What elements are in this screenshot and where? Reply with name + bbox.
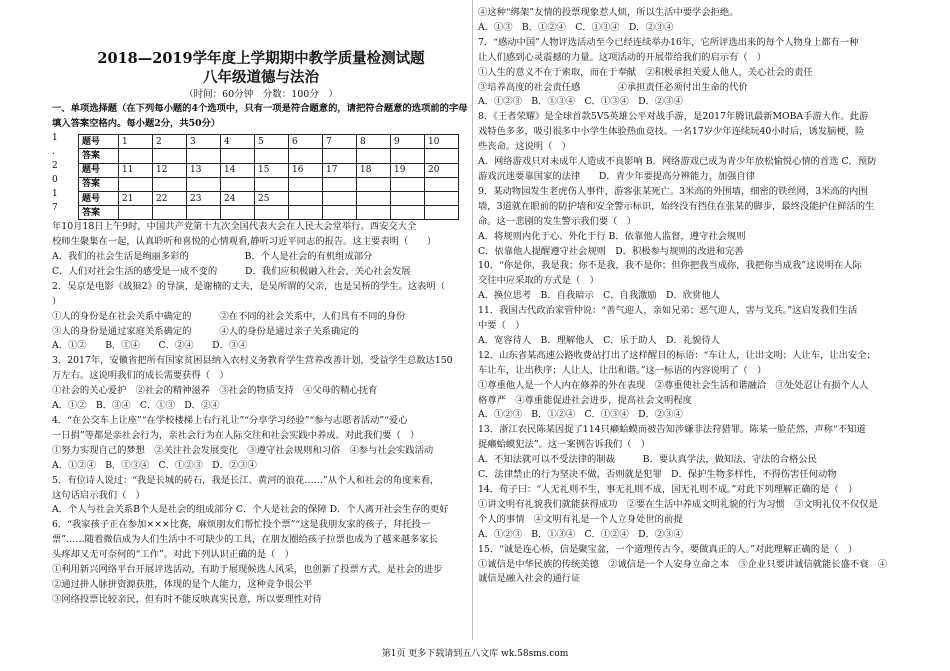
grid-label-answer: 答案 [79, 177, 119, 191]
grid-answer-cell[interactable] [323, 206, 357, 220]
grid-number-cell: 15 [255, 163, 289, 177]
grid-number-cell: 8 [357, 135, 391, 149]
page-footer: 第1页 更多下载请到五八文库 wk.58sms.com [381, 649, 569, 659]
grid-answer-cell[interactable] [289, 206, 323, 220]
text-line: ④这种“绑架”友情的投票现象惹人烦，所以生活中要学会拒绝。 [478, 7, 739, 18]
text-line: A．①②③ B．①②④ C．①③④ D．②③④ [478, 409, 683, 421]
grid-answer-cell[interactable] [391, 149, 425, 163]
right-questions [478, 6, 908, 587]
text-line: ②通过拼人脉拼资源获胜，体现的是个人能力，这种竞争很公平 [52, 578, 313, 590]
grid-answer-cell[interactable] [391, 177, 425, 191]
grid-label-number: 题号 [79, 191, 119, 205]
grid-answer-cell[interactable] [187, 206, 221, 220]
grid-number-cell: 6 [289, 135, 323, 149]
right-column [478, 6, 908, 587]
text-line: 命。这一悲剧的发生警示我们要（ ） [478, 215, 637, 227]
grid-number-cell: 13 [187, 163, 221, 177]
grid-answer-cell[interactable] [391, 206, 425, 220]
text-line: A．不知法就可以不受法律的制裁 B．要认真学法，做知法、守法的合格公民 [478, 454, 817, 466]
grid-number-cell: 5 [255, 135, 289, 149]
text-line: ①人生的意义不在于索取，而在于奉献 ②积极承担关爱人他人，关心社会的责任 [478, 66, 813, 78]
side-char: . [52, 147, 55, 158]
text-line: 年10月18日上午9时，中国共产党第十九次全国代表大会在人民大会堂举行。西安交大全 [52, 221, 417, 233]
grid-number-cell [357, 191, 391, 205]
text-line: A．我们的社会生活是绚丽多彩的 B．个人是社会的有机组成部分 [52, 251, 373, 262]
text-line: 9．某动物园发生老虎伤人事件，游客张某死亡。3米高的外围墙，细密的铁丝网，3米高的内围 [478, 185, 868, 197]
text-line: 5．有位诗人说过：“我是长城的砖石，我是长江、黄河的浪花……”从个人和社会的角度来看， [52, 474, 440, 486]
text-line: ①尊重他人是一个人内在修养的外在表现 ②尊重使社会生活和谐融洽 ③处处忍让有损个人人 [478, 379, 869, 391]
grid-answer-cell[interactable] [357, 149, 391, 163]
text-line: 让人们感到心灵震撼的力量。这项活动的开展带给我们的启示有（ ） [478, 51, 767, 63]
text-line: 个人的事情 ④文明有礼是一个人立身处世的前提 [478, 513, 683, 525]
answer-grid [78, 134, 459, 220]
text-line: ①人的身份是在社会关系中确定的 ②在不同的社会关系中，人们具有不同的身份 [52, 310, 406, 322]
column-divider [472, 0, 473, 640]
grid-answer-cell[interactable] [187, 149, 221, 163]
text-line: 票”……随着微信成为人们生活中不可缺少的工具，在朋友圈给孩子拉票也成为了越来越多家长 [52, 534, 438, 546]
text-line: 些丧命。这说明（ ） [478, 141, 571, 153]
grid-answer-cell[interactable] [119, 206, 153, 220]
grid-number-cell: 17 [323, 163, 357, 177]
text-line: C．法律禁止的行为坚决不做，否则就是犯罪 D．保护生物多样性，不得伤害任何动物 [478, 469, 837, 481]
text-line: 3．2017年，安徽省把所有国家贫困县纳入农村义务教育学生营养改善计划，受益学生总数达150 [52, 355, 453, 367]
grid-answer-cell[interactable] [289, 149, 323, 163]
text-line: ③网络投票比较亲民，但有时不能反映真实民意，所以要理性对待 [52, 593, 322, 605]
exam-subject: 八年级道德与法治 [203, 69, 319, 86]
text-line: 万左右。这说明我们的成长需要获得（ ） [52, 370, 229, 382]
grid-answer-row [79, 149, 459, 163]
grid-answer-cell[interactable] [255, 177, 289, 191]
text-line: A．宽容待人 B．理解他人 C．乐于助人 D．礼貌待人 [478, 334, 720, 346]
text-line: 中要（ ） [478, 320, 525, 332]
grid-answer-cell[interactable] [153, 149, 187, 163]
grid-number-cell: 7 [323, 135, 357, 149]
text-line: 2．吴京是电影《战狼2》的导演，是谢楠的丈夫，是吴所谓的父亲，也是吴桥的学生。这表明（ [52, 280, 446, 292]
text-line: A．①② B．①④ C．②④ D．③④ [52, 340, 248, 352]
text-line: 14．荀子曰：“人无礼则不生，事无礼则不成，国无礼则不成。”对此下列理解正确的是（ ） [478, 484, 858, 495]
grid-answer-cell[interactable] [187, 177, 221, 191]
grid-number-cell: 20 [425, 163, 459, 177]
text-line: ③人的身份是通过家庭关系确定的 ④人的身份是通过亲子关系确定的 [52, 325, 359, 337]
text-line: 捉癞蛤蟆犯法”。这一案例告诉我们（ ） [478, 439, 651, 451]
grid-number-cell [391, 191, 425, 205]
text-line: ①讲文明有礼貌我们就能获得成功 ②要在生活中养成文明礼貌的行为习惯 ③文明礼仪不仅仅是 [478, 498, 878, 510]
grid-number-cell: 21 [119, 191, 153, 205]
text-line: 8．《王者荣耀》是全球首款5V5英雄公平对战手游，是2017年腾讯最新MOBA手游大作。此游 [478, 111, 869, 123]
grid-number-cell: 9 [391, 135, 425, 149]
text-line: 10．“你是你，我是我；你不是我，我不是你；但你把我当成你，我把你当成我”这说明在人际 [478, 260, 862, 272]
grid-number-cell: 16 [289, 163, 323, 177]
side-char: 7 [52, 203, 58, 214]
grid-answer-cell[interactable] [221, 177, 255, 191]
text-line: 12．山东省某高速公路收费站打出了这样醒目的标语：“车让人，让出文明；人让车，让出安全； [478, 349, 876, 361]
grid-number-row [79, 135, 459, 149]
grid-answer-cell[interactable] [289, 177, 323, 191]
grid-answer-cell[interactable] [153, 206, 187, 220]
exam-meta: （时间：60分钟 分数：100分 ） [184, 89, 338, 100]
grid-answer-cell[interactable] [119, 177, 153, 191]
grid-number-cell: 19 [391, 163, 425, 177]
text-line: A．①② B．③④ C．①③ D．②④ [52, 400, 220, 412]
text-line: 墙，3道就在眼前的防护墙和安全警示标识，始终没有挡住在张某的脚步，最终没能护住鲜活的生 [478, 200, 875, 212]
grid-number-cell [289, 191, 323, 205]
grid-number-cell: 12 [153, 163, 187, 177]
text-line: 6．“我家孩子正在参加×××比赛，麻烦朋友们帮忙投个票”“这是我朋友家的孩子，拜托投一 [52, 519, 431, 531]
text-line: ①努力实现自己的梦想 ②关注社会发展变化 ③遵守社会规则和习俗 ④参与社会实践活动 [52, 444, 434, 456]
text-line: A．①②④ B．①③④ C．①②③ D．②③④ [52, 459, 257, 471]
grid-number-cell: 22 [153, 191, 187, 205]
text-line: 游戏沉迷要靠国家的法律 D．青少年要提高分辨能力，加强自律 [478, 170, 756, 182]
text-line: A．将规则内化于心、外化于行 B．依靠他人监督，遵守社会规则 [478, 230, 746, 242]
answer-grid-wrap [52, 134, 470, 220]
text-line: A．①③ B．①②④ C．①③④ D．②③④ [478, 21, 674, 33]
grid-answer-cell[interactable] [357, 206, 391, 220]
grid-answer-cell[interactable] [425, 149, 459, 163]
grid-number-cell: 11 [119, 163, 153, 177]
text-line: 头疼却又无可奈何的“工作”。对此下列认识正确的是（ ） [52, 549, 294, 561]
grid-answer-cell[interactable] [425, 206, 459, 220]
text-line: A．网络游戏只对未成年人造成不良影响 B．网络游戏已成为青少年放松愉悦心情的首选 C．预防 [478, 156, 877, 168]
text-line: ③培养高度的社会责任感 ④承担责任必须付出生命的代价 [478, 81, 748, 93]
grid-answer-cell[interactable] [425, 177, 459, 191]
grid-number-cell: 3 [187, 135, 221, 149]
text-line: 诚信是融入社会的通行证 [478, 573, 581, 585]
text-line: 戏特色多多，吸引很多中小学生体验热血竞技。一名17岁少年连续玩40小时后，诱发脑梗，险 [478, 126, 865, 138]
left-column [52, 0, 470, 608]
grid-number-row [79, 191, 459, 205]
text-line: C．人们对社会生活的感受是一成不变的 D．我们应积极融入社会，关心社会发展 [52, 265, 411, 277]
text-line: 交往中应采取的方式是（ ） [478, 275, 599, 287]
grid-label-number: 题号 [79, 135, 119, 149]
text-line: A．①②③ B．①③④ C．①②④ D．②③④ [478, 528, 683, 540]
grid-number-cell: 25 [255, 191, 289, 205]
grid-answer-cell[interactable] [323, 177, 357, 191]
text-line: 格尊严 ④尊重能促进社会进步，提高社会文明程度 [478, 394, 692, 406]
grid-label-answer: 答案 [79, 206, 119, 220]
side-number [52, 134, 72, 218]
section-heading: 一、单项选择题（在下列每小题的4个选项中，只有一项是符合题意的，请把符合题意的选项前的字母填入答案空格内。每小题2分，共50分） [52, 103, 468, 129]
grid-label-answer: 答案 [79, 149, 119, 163]
grid-number-cell [425, 191, 459, 205]
text-line: 15．“诚是连心桥，信是聚宝盆，一个道理传古今，要做真正的人。”对此理解正确的是（ ） [478, 543, 858, 555]
text-line: ①利用新兴网络平台开展评选活动，有助于展现候选人风采，也创新了投票方式，是社会的进步 [52, 564, 443, 576]
text-line: 一日捐”等都是亲社会行为，亲社会行为在人际交往和社会实践中养成。对此我们要（ ） [52, 429, 420, 441]
text-line: ①诚信是中华民族的传统美德 ②诚信是一个人安身立命之本 ③企业只要讲诚信就能长盛不衰 ④ [478, 558, 888, 570]
text-line: A．换位思考 B．自我暗示 C．自我激励 D．欣赏他人 [478, 290, 720, 302]
grid-answer-row [79, 206, 459, 220]
grid-answer-cell[interactable] [323, 149, 357, 163]
grid-answer-cell[interactable] [255, 149, 289, 163]
text-line: 11．我国古代政治家管仲说：“善气迎人，亲如兄弟；恶气迎人，害与戈兵。”这启发我们生活 [478, 305, 858, 317]
text-line: ） [52, 295, 62, 307]
grid-number-cell: 24 [221, 191, 255, 205]
side-char: 1 [52, 133, 58, 144]
text-line: A．①②③ B．①③④ C．①③④ D．②③④ [478, 96, 683, 108]
text-line: A．个人与社会关系B个人是社会的组成部分 C．个人是社会的保障 D．个人离开社会生存的更好 [52, 504, 449, 516]
grid-number-cell: 1 [119, 135, 153, 149]
grid-number-cell: 14 [221, 163, 255, 177]
grid-number-cell: 4 [221, 135, 255, 149]
grid-answer-cell[interactable] [255, 206, 289, 220]
side-char: 0 [52, 175, 58, 186]
left-questions [52, 220, 470, 608]
grid-answer-cell[interactable] [357, 177, 391, 191]
text-line: C．依靠他人提醒遵守社会规则 D．积极参与规则的改进和完善 [478, 245, 744, 257]
text-line: 校师生聚集在一起，认真聆听和喜悦的心情观看,静听习近平同志的报告。这主要表明（ ） [52, 236, 437, 248]
grid-answer-cell[interactable] [221, 206, 255, 220]
side-char: 2 [52, 161, 58, 172]
text-line: 13．浙江农民陈某因捉了114只癞蛤蟆而被告知涉嫌非法狩猎罪。陈某一脸茫然，声称“不知道 [478, 424, 866, 436]
text-line: ①社会的关心爱护 ②社会的精神滋养 ③社会的物质支持 ④父母的精心抚育 [52, 385, 378, 397]
grid-number-cell: 18 [357, 163, 391, 177]
text-line: 7．“感动中国”人物评选活动至今已经连续举办16年，它所评选出来的每个人物身上都有一种 [478, 36, 859, 48]
side-char: 1 [52, 189, 58, 200]
text-line: 这句话启示我们（ ） [52, 489, 145, 501]
grid-answer-cell[interactable] [119, 149, 153, 163]
grid-answer-row [79, 177, 459, 191]
grid-label-number: 题号 [79, 163, 119, 177]
grid-number-cell: 23 [187, 191, 221, 205]
grid-number-cell: 10 [425, 135, 459, 149]
grid-answer-cell[interactable] [221, 149, 255, 163]
exam-title: 2018—2019学年度上学期期中教学质量检测试题 [97, 50, 425, 67]
text-line: 车让车，让出秩序；人让人，让出和谐。”这一标语的内容说明了（ ） [478, 364, 767, 376]
grid-number-row [79, 163, 459, 177]
grid-answer-cell[interactable] [153, 177, 187, 191]
grid-number-cell [323, 191, 357, 205]
text-line: 4．“在公交车上让座”“在学校楼梯上右行礼让”“分享学习经验”“参与志愿者活动”“爱心 [52, 414, 408, 426]
grid-number-cell: 2 [153, 135, 187, 149]
